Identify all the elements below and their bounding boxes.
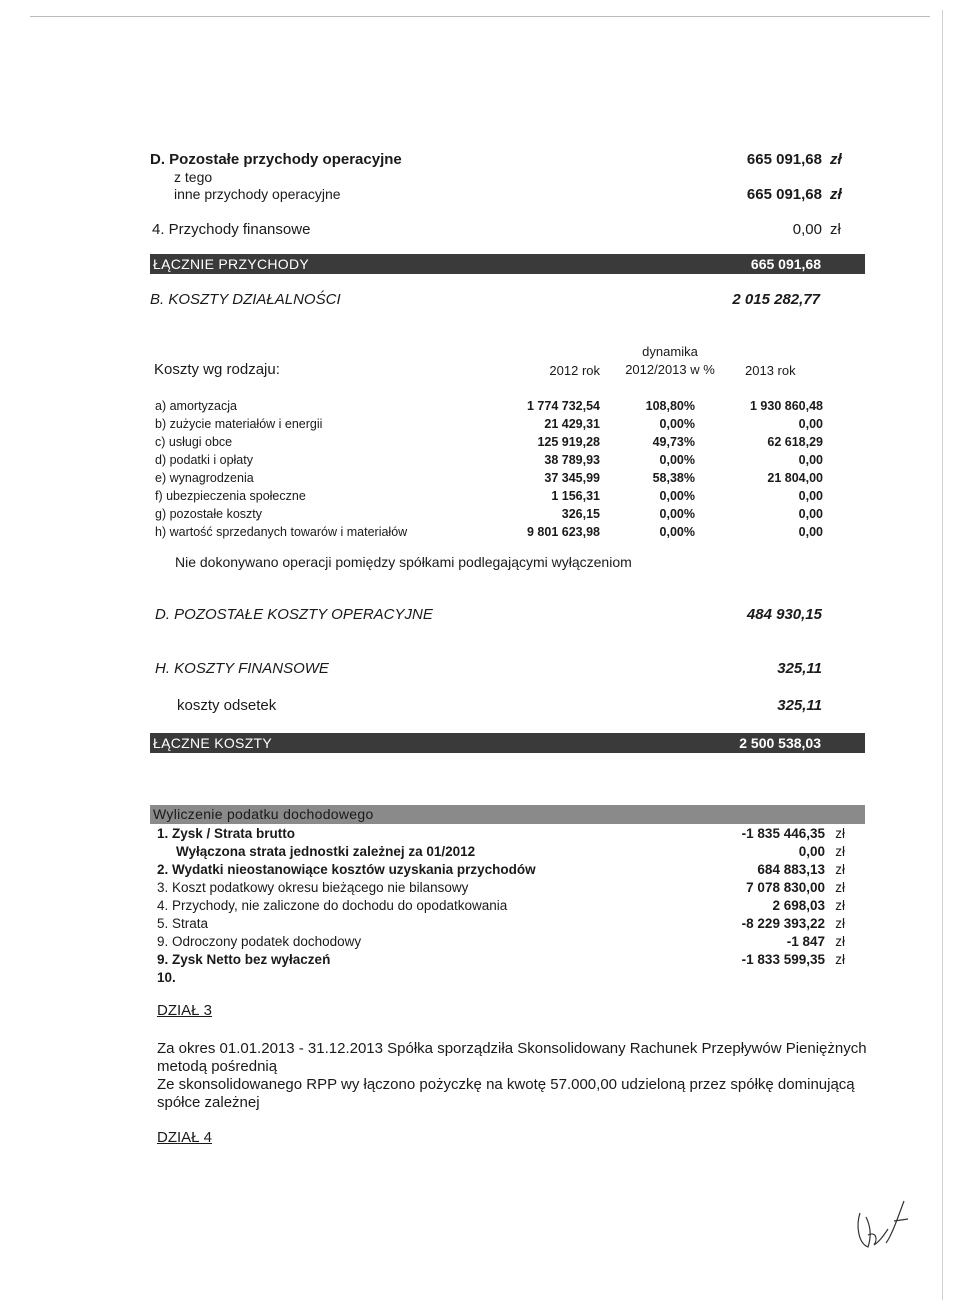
other-income-item-currency: zł [830, 186, 842, 203]
section-3-paragraph-2-line-2: spółce zależnej [157, 1094, 260, 1111]
cost-row-dynamics-value: 49,73% [652, 435, 695, 449]
tax-row-amount: -8 229 393,22 [741, 916, 825, 931]
cost-row-2013-value: 0,00 [798, 507, 823, 521]
tax-row-label: 10. [157, 970, 176, 985]
cost-row [155, 433, 835, 451]
operating-costs-label: B. KOSZTY DZIAŁALNOŚCI [150, 291, 341, 308]
section-3-paragraph-2-line-1: Ze skonsolidowanego RPP wy łączono pożyczkę na kwotę 57.000,00 udzieloną przez spółkę dominującą [157, 1076, 855, 1093]
tax-header-bar [150, 805, 865, 824]
total-income-bar [150, 254, 865, 274]
total-costs-amount: 2 500 538,03 [739, 735, 821, 751]
tax-row-currency: zł [835, 862, 845, 877]
cost-row [155, 487, 835, 505]
cost-row-2012-value: 1 774 732,54 [527, 399, 600, 413]
cost-row-2012-value: 1 156,31 [551, 489, 600, 503]
financial-income-amount: 0,00 [792, 221, 822, 238]
tax-row-currency: zł [835, 952, 845, 967]
cost-row-2012-value: 38 789,93 [544, 453, 600, 467]
tax-row-currency: zł [835, 844, 845, 859]
scan-right-edge [942, 10, 943, 1300]
tax-row-amount: 7 078 830,00 [746, 880, 825, 895]
tax-row [157, 915, 857, 933]
eliminations-note: Nie dokonywano operacji pomiędzy spółkami podlegającymi wyłączeniom [175, 554, 632, 570]
cost-row-label: e) wynagrodzenia [155, 471, 254, 485]
cost-row-2012-value: 125 919,28 [537, 435, 600, 449]
cost-row-label: c) usługi obce [155, 435, 233, 449]
section-3-paragraph-1-line-1: Za okres 01.01.2013 - 31.12.2013 Spółka sporządziła Skonsolidowany Rachunek Przepływów Pieniężnych [157, 1040, 867, 1057]
cost-row-2012-value: 21 429,31 [544, 417, 600, 431]
col-dynamics-header-line1: dynamika [642, 344, 698, 359]
cost-row-label: b) zużycie materiałów i energii [155, 417, 323, 431]
other-income-item-label: inne przychody operacyjne [174, 186, 341, 202]
col-2012-header: 2012 rok [549, 363, 600, 378]
total-costs-label: ŁĄCZNE KOSZTY [153, 735, 273, 751]
tax-row-label: 4. Przychody, nie zaliczone do dochodu do opodatkowania [157, 898, 508, 913]
tax-row-amount: -1 847 [786, 934, 825, 949]
other-income-title: D. Pozostałe przychody operacyjne [150, 151, 402, 168]
handwritten-signature [848, 1195, 918, 1255]
other-income-item-amount: 665 091,68 [746, 186, 822, 203]
tax-row-amount: 684 883,13 [757, 862, 825, 877]
tax-row-amount: -1 835 446,35 [741, 826, 825, 841]
scan-top-edge [30, 16, 930, 17]
cost-row-label: d) podatki i opłaty [155, 453, 253, 467]
total-income-label: ŁĄCZNIE PRZYCHODY [153, 256, 310, 272]
section-3-paragraph-1-line-2: metodą pośrednią [157, 1058, 278, 1075]
section-4-title: DZIAŁ 4 [157, 1129, 213, 1146]
tax-row-label: Wyłączona strata jednostki zależnej za 01/2012 [176, 844, 476, 859]
cost-row [155, 505, 835, 523]
col-dynamics-header-line2: 2012/2013 w % [625, 362, 715, 377]
tax-row-label: 2. Wydatki nieostanowiące kosztów uzyskania przychodów [157, 862, 536, 877]
cost-row-2013-value: 0,00 [798, 489, 823, 503]
cost-row-2013-value: 0,00 [798, 417, 823, 431]
col-2013-header: 2013 rok [745, 363, 796, 378]
cost-row-2013-value: 0,00 [798, 525, 823, 539]
interest-costs-label: koszty odsetek [177, 697, 277, 714]
cost-row-dynamics-value: 58,38% [652, 471, 695, 485]
cost-row [155, 523, 835, 541]
tax-row [157, 861, 857, 879]
costs-row-header: Koszty wg rodzaju: [154, 361, 280, 378]
tax-row [157, 897, 857, 915]
tax-row [157, 879, 857, 897]
total-costs-bar [150, 733, 865, 753]
cost-row-dynamics-value: 0,00% [659, 507, 695, 521]
tax-row-amount: 0,00 [798, 844, 825, 859]
other-costs-amount: 484 930,15 [746, 606, 822, 623]
total-income-amount: 665 091,68 [750, 256, 821, 272]
tax-row-currency: zł [835, 916, 845, 931]
tax-row [157, 843, 857, 861]
other-income-currency: zł [830, 151, 842, 168]
operating-costs-amount: 2 015 282,77 [732, 291, 820, 308]
tax-row-label: 9. Zysk Netto bez wyłaczeń [157, 952, 331, 967]
cost-row-2012-value: 326,15 [561, 507, 600, 521]
cost-row [155, 469, 835, 487]
cost-row-2012-value: 37 345,99 [544, 471, 600, 485]
tax-row [157, 969, 857, 987]
tax-row-label: 3. Koszt podatkowy okresu bieżącego nie bilansowy [157, 880, 469, 895]
cost-row-dynamics-value: 0,00% [659, 417, 695, 431]
cost-row-dynamics-value: 0,00% [659, 489, 695, 503]
other-income-sub-label: z tego [174, 169, 213, 185]
tax-row-currency: zł [835, 880, 845, 895]
financial-costs-amount: 325,11 [777, 660, 822, 677]
cost-row-dynamics-value: 108,80% [645, 399, 695, 413]
financial-income-label: 4. Przychody finansowe [152, 221, 311, 238]
cost-row-2013-value: 1 930 860,48 [750, 399, 823, 413]
cost-row-2012-value: 9 801 623,98 [527, 525, 600, 539]
cost-row-2013-value: 21 804,00 [767, 471, 823, 485]
tax-header-label: Wyliczenie podatku dochodowego [153, 806, 374, 822]
cost-row-label: a) amortyzacja [155, 399, 237, 413]
tax-row-label: 9. Odroczony podatek dochodowy [157, 934, 362, 949]
cost-row-label: h) wartość sprzedanych towarów i materiałów [155, 525, 408, 539]
tax-row-amount: 2 698,03 [772, 898, 825, 913]
tax-row [157, 933, 857, 951]
cost-row-label: f) ubezpieczenia społeczne [155, 489, 306, 503]
tax-row-currency: zł [835, 934, 845, 949]
cost-row [155, 415, 835, 433]
cost-row [155, 451, 835, 469]
tax-row-currency: zł [835, 898, 845, 913]
cost-row [155, 397, 835, 415]
cost-row-dynamics-value: 0,00% [659, 453, 695, 467]
tax-row-label: 1. Zysk / Strata brutto [157, 826, 296, 841]
other-income-amount: 665 091,68 [746, 151, 822, 168]
interest-costs-amount: 325,11 [777, 697, 822, 714]
other-costs-label: D. POZOSTAŁE KOSZTY OPERACYJNE [155, 606, 433, 623]
tax-row-amount: -1 833 599,35 [741, 952, 825, 967]
tax-row-currency: zł [835, 826, 845, 841]
cost-row-2013-value: 62 618,29 [767, 435, 823, 449]
cost-row-dynamics-value: 0,00% [659, 525, 695, 539]
tax-row [157, 951, 857, 969]
financial-income-currency: zł [830, 221, 841, 238]
section-3-title: DZIAŁ 3 [157, 1002, 213, 1019]
tax-row-label: 5. Strata [157, 916, 209, 931]
cost-row-label: g) pozostałe koszty [155, 507, 262, 521]
financial-costs-label: H. KOSZTY FINANSOWE [155, 660, 329, 677]
tax-row [157, 825, 857, 843]
cost-row-2013-value: 0,00 [798, 453, 823, 467]
